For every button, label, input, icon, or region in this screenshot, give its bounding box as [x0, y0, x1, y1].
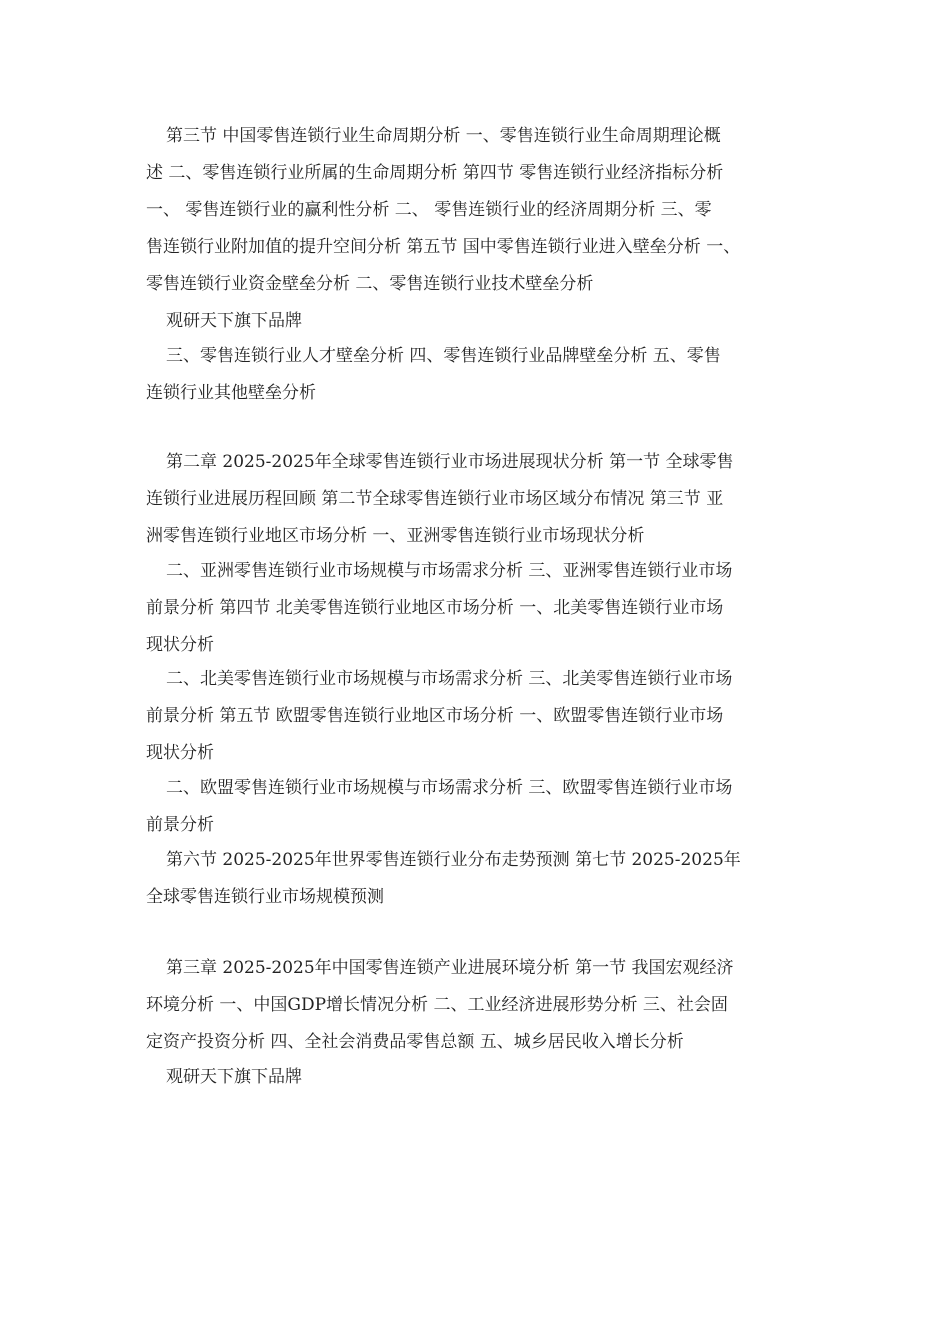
text-line: 环境分析 一、中国GDP增长情况分析 二、工业经济进展形势分析 三、社会固 — [146, 995, 728, 1015]
text-line: 第六节 2025-2025年世界零售连锁行业分布走势预测 第七节 2025-2025年 — [166, 850, 741, 870]
text-line: 二、北美零售连锁行业市场规模与市场需求分析 三、北美零售连锁行业市场 — [166, 669, 733, 689]
text-line: 连锁行业进展历程回顾 第二节全球零售连锁行业市场区域分布情况 第三节 亚 — [146, 489, 724, 509]
text-line: 前景分析 第五节 欧盟零售连锁行业地区市场分析 一、欧盟零售连锁行业市场 — [146, 706, 724, 726]
text-line: 现状分析 — [146, 743, 214, 763]
brand-footer — [146, 303, 818, 340]
text-line: 现状分析 — [146, 635, 214, 655]
paragraph-eu — [146, 770, 818, 844]
text-line: 售连锁行业附加值的提升空间分析 第五节 国中零售连锁行业进入壁垒分析 一、 — [146, 237, 741, 257]
brand-footer-text: 观研天下旗下品牌 — [166, 311, 302, 331]
text-line: 一、 零售连锁行业的赢利性分析 二、 零售连锁行业的经济周期分析 三、零 — [146, 200, 712, 220]
text-line: 前景分析 — [146, 815, 214, 835]
text-line: 零售连锁行业资金壁垒分析 二、零售连锁行业技术壁垒分析 — [146, 274, 594, 294]
text-line: 第二章 2025-2025年全球零售连锁行业市场进展现状分析 第一节 全球零售 — [166, 452, 734, 472]
text-line: 连锁行业其他壁垒分析 — [146, 383, 316, 403]
text-line: 二、欧盟零售连锁行业市场规模与市场需求分析 三、欧盟零售连锁行业市场 — [166, 778, 733, 798]
paragraph-chapter2 — [146, 444, 818, 555]
paragraph-barriers — [146, 338, 818, 412]
text-line: 第三节 中国零售连锁行业生命周期分析 一、零售连锁行业生命周期理论概 — [166, 126, 721, 146]
text-line: 第三章 2025-2025年中国零售连锁产业进展环境分析 第一节 我国宏观经济 — [166, 958, 734, 978]
brand-footer-text: 观研天下旗下品牌 — [166, 1067, 302, 1087]
brand-footer — [146, 1059, 818, 1096]
text-line: 前景分析 第四节 北美零售连锁行业地区市场分析 一、北美零售连锁行业市场 — [146, 598, 724, 618]
paragraph-chapter1-section3 — [146, 118, 818, 303]
text-line: 二、亚洲零售连锁行业市场规模与市场需求分析 三、亚洲零售连锁行业市场 — [166, 561, 733, 581]
text-line: 述 二、零售连锁行业所属的生命周期分析 第四节 零售连锁行业经济指标分析 — [146, 163, 724, 183]
text-line: 定资产投资分析 四、全社会消费品零售总额 五、城乡居民收入增长分析 — [146, 1032, 684, 1052]
text-line: 三、零售连锁行业人才壁垒分析 四、零售连锁行业品牌壁垒分析 五、零售 — [166, 346, 721, 366]
text-line: 洲零售连锁行业地区市场分析 一、亚洲零售连锁行业市场现状分析 — [146, 526, 645, 546]
paragraph-north-america — [146, 661, 818, 772]
paragraph-chapter3 — [146, 950, 818, 1061]
paragraph-section6-7 — [146, 842, 818, 916]
paragraph-asia — [146, 553, 818, 664]
text-line: 全球零售连锁行业市场规模预测 — [146, 887, 384, 907]
